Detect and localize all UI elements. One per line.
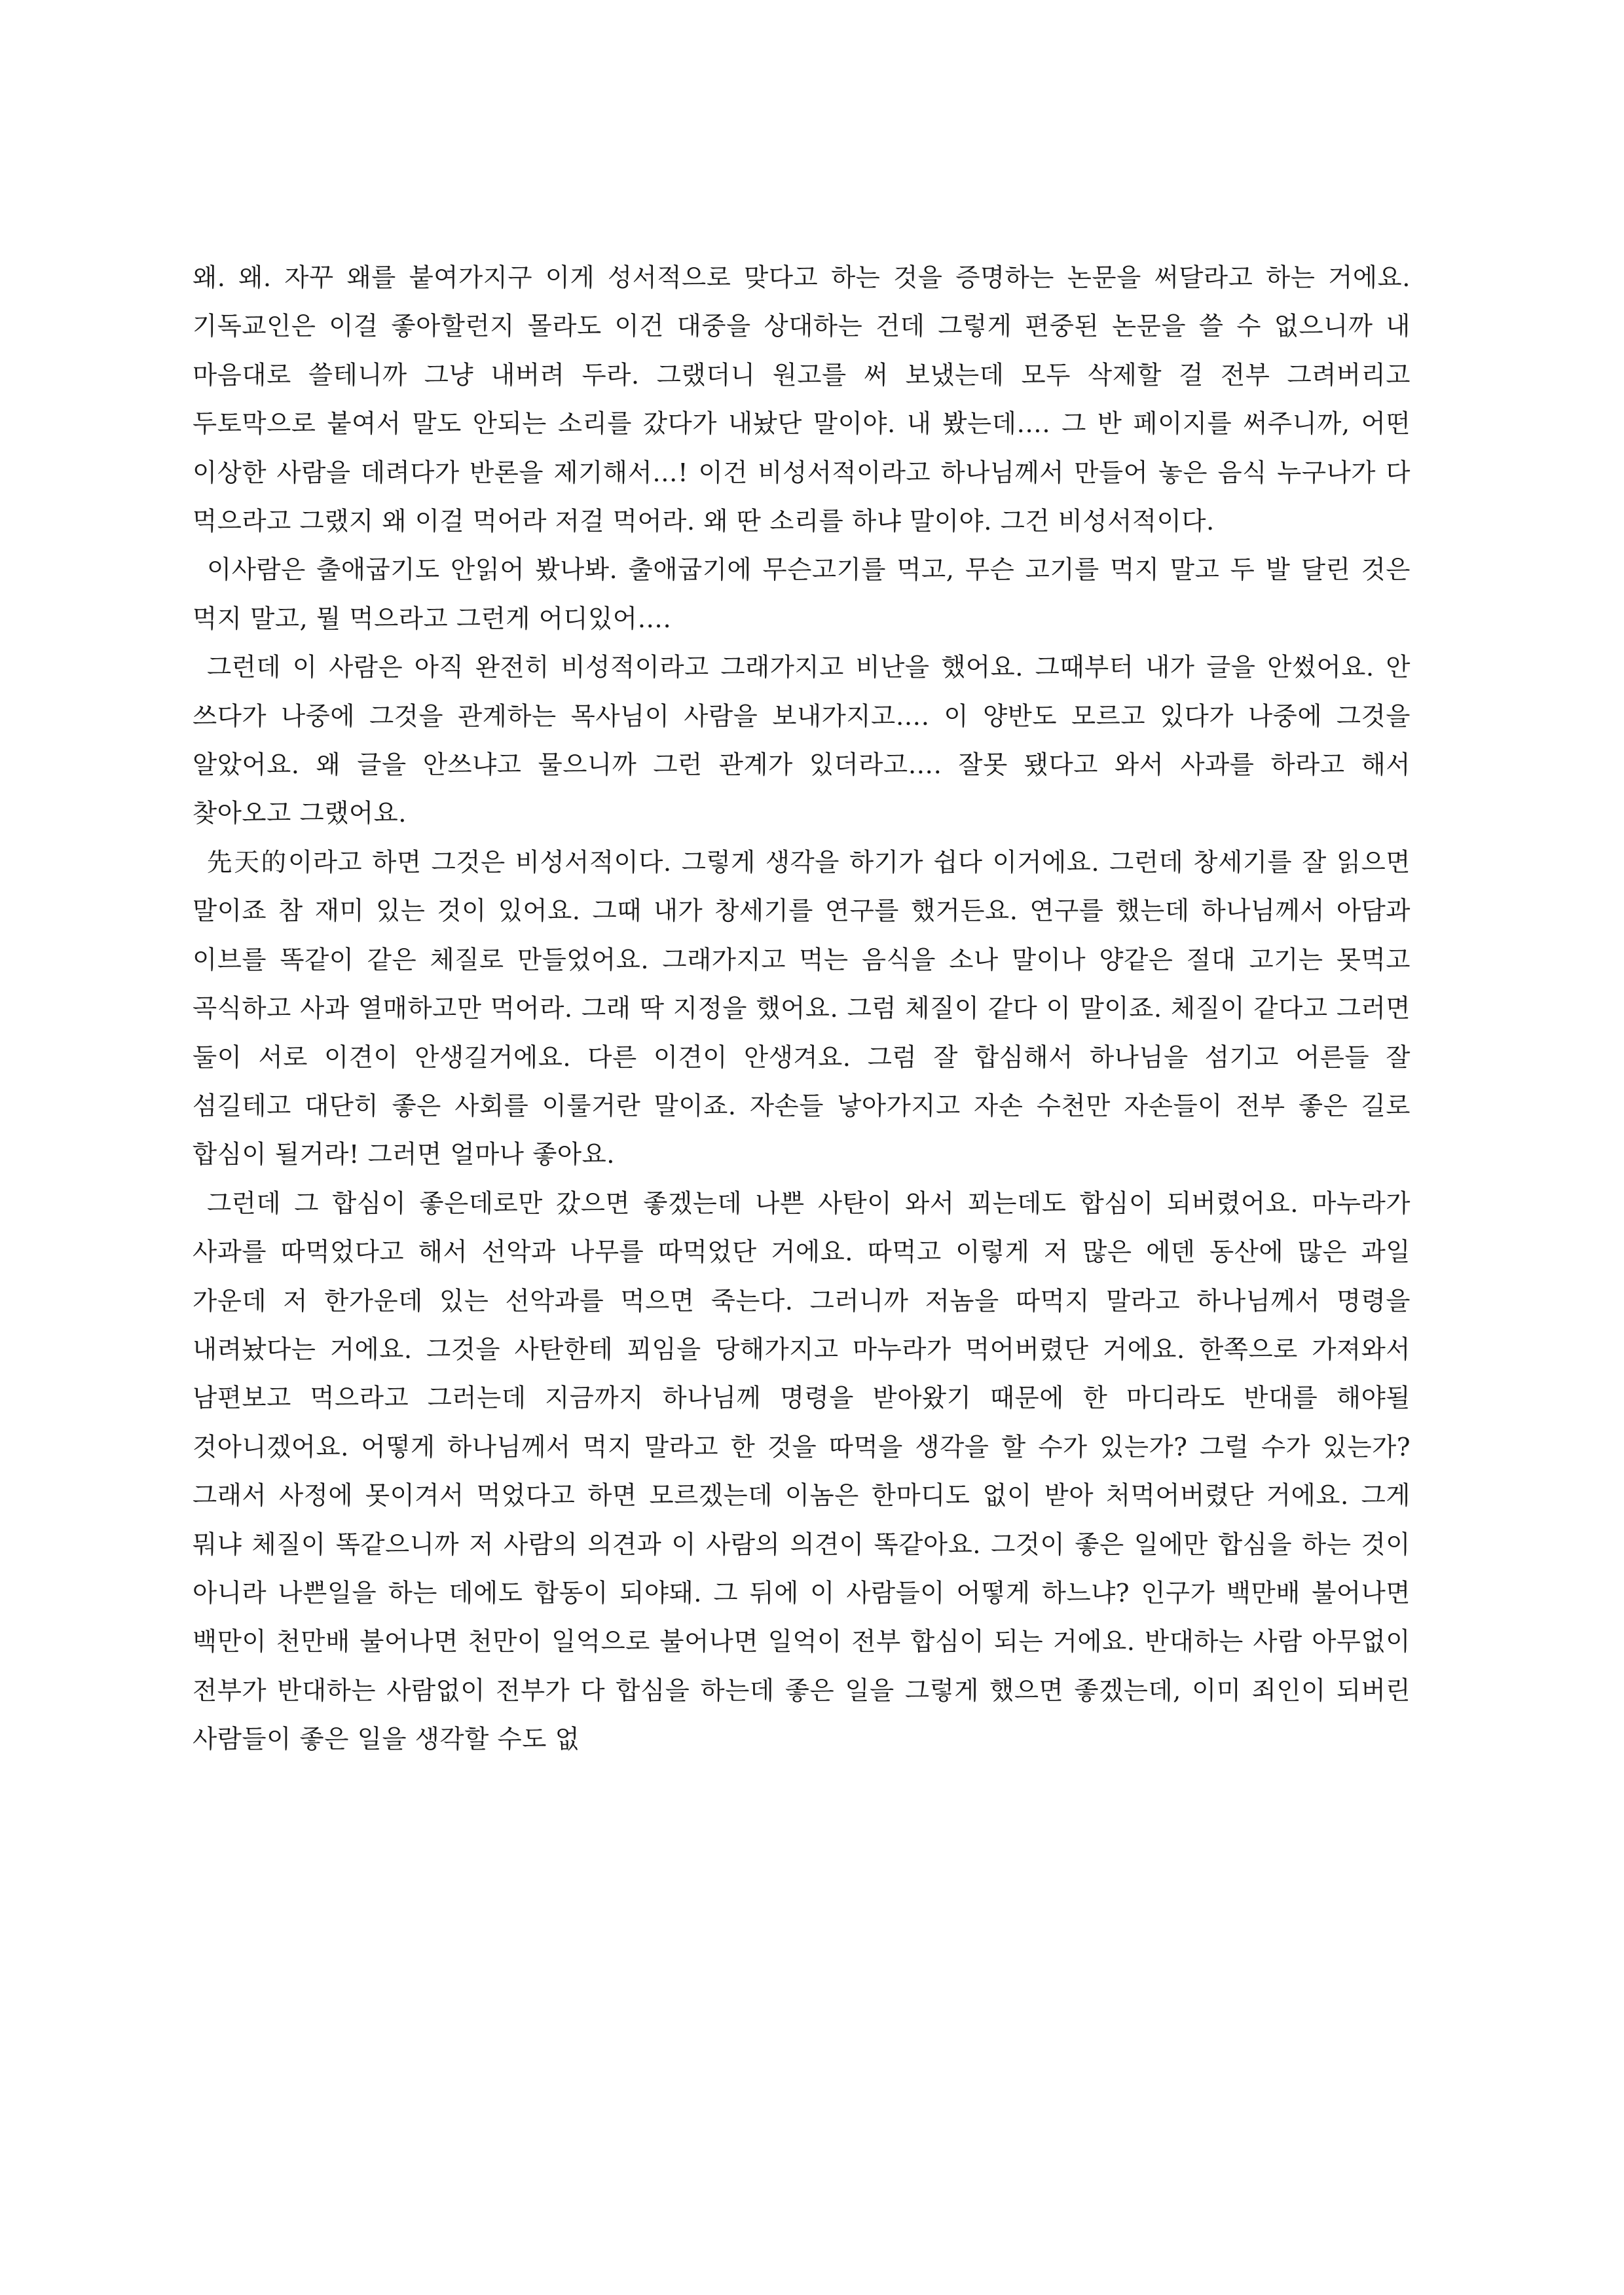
body-text xyxy=(193,254,1411,1765)
paragraph-2: 이사람은 출애굽기도 안읽어 봤나봐. 출애굽기에 무슨고기를 먹고, 무슨 고기를 먹지 말고 두 발 달린 것은 먹지 말고, 뭘 먹으라고 그런게 어디있어…. xyxy=(193,555,1411,634)
paragraph-3: 그런데 이 사람은 아직 완전히 비성적이라고 그래가지고 비난을 했어요. 그때부터 내가 글을 안썼어요. 안 쓰다가 나중에 그것을 관계하는 목사님이 사람을 보내가지고…. 이 양반도 모르고 있다가 나중에 그것을 알았어요. 왜 글을 안쓰냐고 물으니까 그런 관계가 있더라고…. 잘못 됐다고 와서 사과를 하라고 해서 찾아오고 그랬어요. xyxy=(193,653,1411,829)
paragraph-4: 先天的이라고 하면 그것은 비성서적이다. 그렇게 생각을 하기가 쉽다 이거에요. 그런데 창세기를 잘 읽으면 말이죠 참 재미 있는 것이 있어요. 그때 내가 창세기를 연구를 했거든요. 연구를 했는데 하나님께서 아담과 이브를 똑같이 같은 체질로 만들었어요. 그래가지고 먹는 음식을 소나 말이나 양같은 절대 고기는 못먹고 곡식하고 사과 열매하고만 먹어라. 그래 딱 지정을 했어요. 그럼 체질이 같다 이 말이죠. 체질이 같다고 그러면 둘이 서로 이견이 안생길거에요. 다른 이견이 안생겨요. 그럼 잘 합심해서 하나님을 섬기고 어른들 잘 섬길테고 대단히 좋은 사회를 이룰거란 말이죠. 자손들 낳아가지고 자손 수천만 자손들이 전부 좋은 길로 합심이 될거라! 그러면 얼마나 좋아요. xyxy=(193,847,1411,1170)
paragraph-5: 그런데 그 합심이 좋은데로만 갔으면 좋겠는데 나쁜 사탄이 와서 꾀는데도 합심이 되버렸어요. 마누라가 사과를 따먹었다고 해서 선악과 나무를 따먹었단 거에요. 따먹고 이렇게 저 많은 에덴 동산에 많은 과일 가운데 저 한가운데 있는 선악과를 먹으면 죽는다. 그러니까 저놈을 따먹지 말라고 하나님께서 명령을 내려놨다는 거에요. 그것을 사탄한테 꾀임을 당해가지고 마누라가 먹어버렸단 거에요. 한쪽으로 가져와서 남편보고 먹으라고 그러는데 지금까지 하나님께 명령을 받아왔기 때문에 한 마디라도 반대를 해야될 것아니겠어요. 어떻게 하나님께서 먹지 말라고 한 것을 따먹을 생각을 할 수가 있는가? 그럴 수가 있는가? 그래서 사정에 못이겨서 먹었다고 하면 모르겠는데 이놈은 한마디도 없이 받아 처먹어버렸단 거에요. 그게 뭐냐 체질이 똑같으니까 저 사람의 의견과 이 사람의 의견이 똑같아요. 그것이 좋은 일에만 합심을 하는 것이 아니라 나쁜일을 하는 데에도 합동이 되야돼. 그 뒤에 이 사람들이 어떻게 하느냐? 인구가 백만배 불어나면 백만이 천만배 불어나면 천만이 일억으로 불어나면 일억이 전부 합심이 되는 거에요. 반대하는 사람 아무없이 전부가 반대하는 사람없이 전부가 다 합심을 하는데 좋은 일을 그렇게 했으면 좋겠는데, 이미 죄인이 되버린 사람들이 좋은 일을 생각할 수도 없 xyxy=(193,1188,1411,1755)
paragraph-1: 왜. 왜. 자꾸 왜를 붙여가지구 이게 성서적으로 맞다고 하는 것을 증명하는 논문을 써달라고 하는 거에요. 기독교인은 이걸 좋아할런지 몰라도 이건 대중을 상대하는 건데 그렇게 편중된 논문을 쓸 수 없으니까 내 마음대로 쓸테니까 그냥 내버려 두라. 그랬더니 원고를 써 보냈는데 모두 삭제할 걸 전부 그려버리고 두토막으로 붙여서 말도 안되는 소리를 갔다가 내놨단 말이야. 내 봤는데…. 그 반 페이지를 써주니까, 어떤 이상한 사람을 데려다가 반론을 제기해서…! 이건 비성서적이라고 하나님께서 만들어 놓은 음식 누구나가 다 먹으라고 그랬지 왜 이걸 먹어라 저걸 먹어라. 왜 딴 소리를 하냐 말이야. 그건 비성서적이다. xyxy=(193,263,1411,537)
